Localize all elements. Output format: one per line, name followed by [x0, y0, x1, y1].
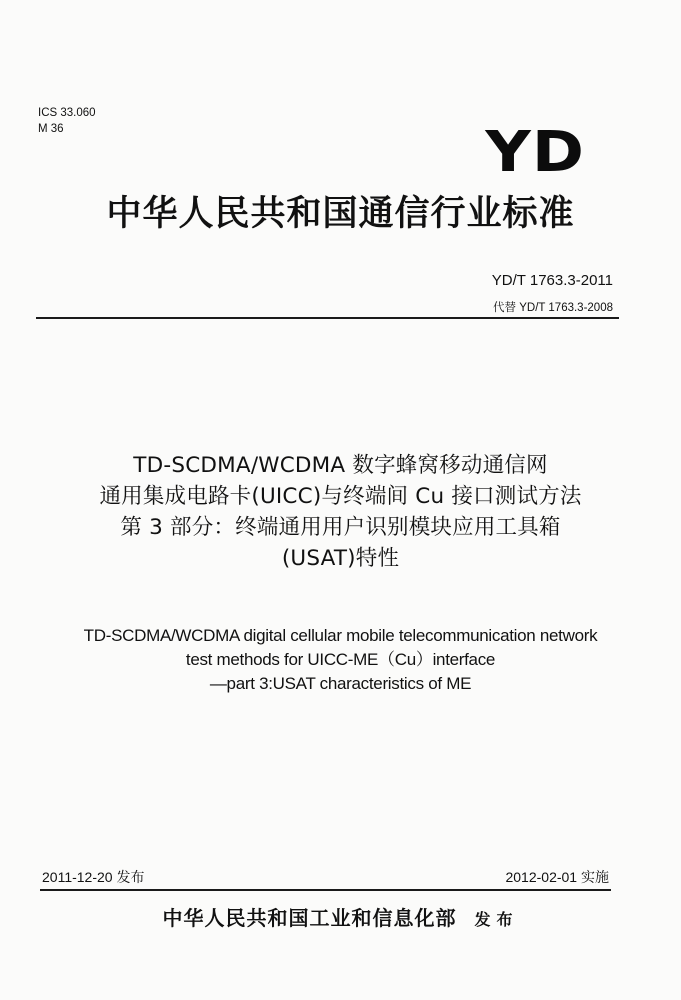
issue-date: 2011-12-20 发布 [42, 869, 145, 885]
publish-verb: 发布 [474, 910, 519, 929]
yd-logo: YD [485, 120, 585, 185]
implementation-date: 2012-02-01 实施 [505, 869, 609, 885]
ics-code: ICS 33.060 [38, 107, 96, 119]
chinese-title-line: 第 3 部分：终端通用用户识别模块应用工具箱 [120, 515, 561, 540]
english-title [0, 624, 681, 696]
english-title-line: TD-SCDMA/WCDMA digital cellular mobile telecommunication network [83, 626, 598, 645]
footer-divider [40, 889, 611, 891]
standard-number: YD/T 1763.3-2011 [491, 272, 613, 289]
chinese-title-line: (USAT)特性 [281, 546, 400, 571]
chinese-title-line: 通用集成电路卡(UICC)与终端间 Cu 接口测试方法 [99, 484, 582, 509]
header-divider [36, 317, 619, 319]
classification-code: M 36 [38, 123, 64, 135]
replaces-standard: 代替 YD/T 1763.3-2008 [493, 302, 613, 314]
chinese-title [0, 450, 681, 574]
publisher-name: 中华人民共和国工业和信息化部 [162, 906, 457, 930]
standard-category-title: 中华人民共和国通信行业标准 [106, 194, 575, 234]
english-title-line: test methods for UICC-ME（Cu）interface [185, 650, 496, 669]
english-title-line: —part 3:USAT characteristics of ME [209, 674, 472, 693]
chinese-title-line: TD-SCDMA/WCDMA 数字蜂窝移动通信网 [133, 453, 548, 478]
publisher [0, 902, 681, 931]
